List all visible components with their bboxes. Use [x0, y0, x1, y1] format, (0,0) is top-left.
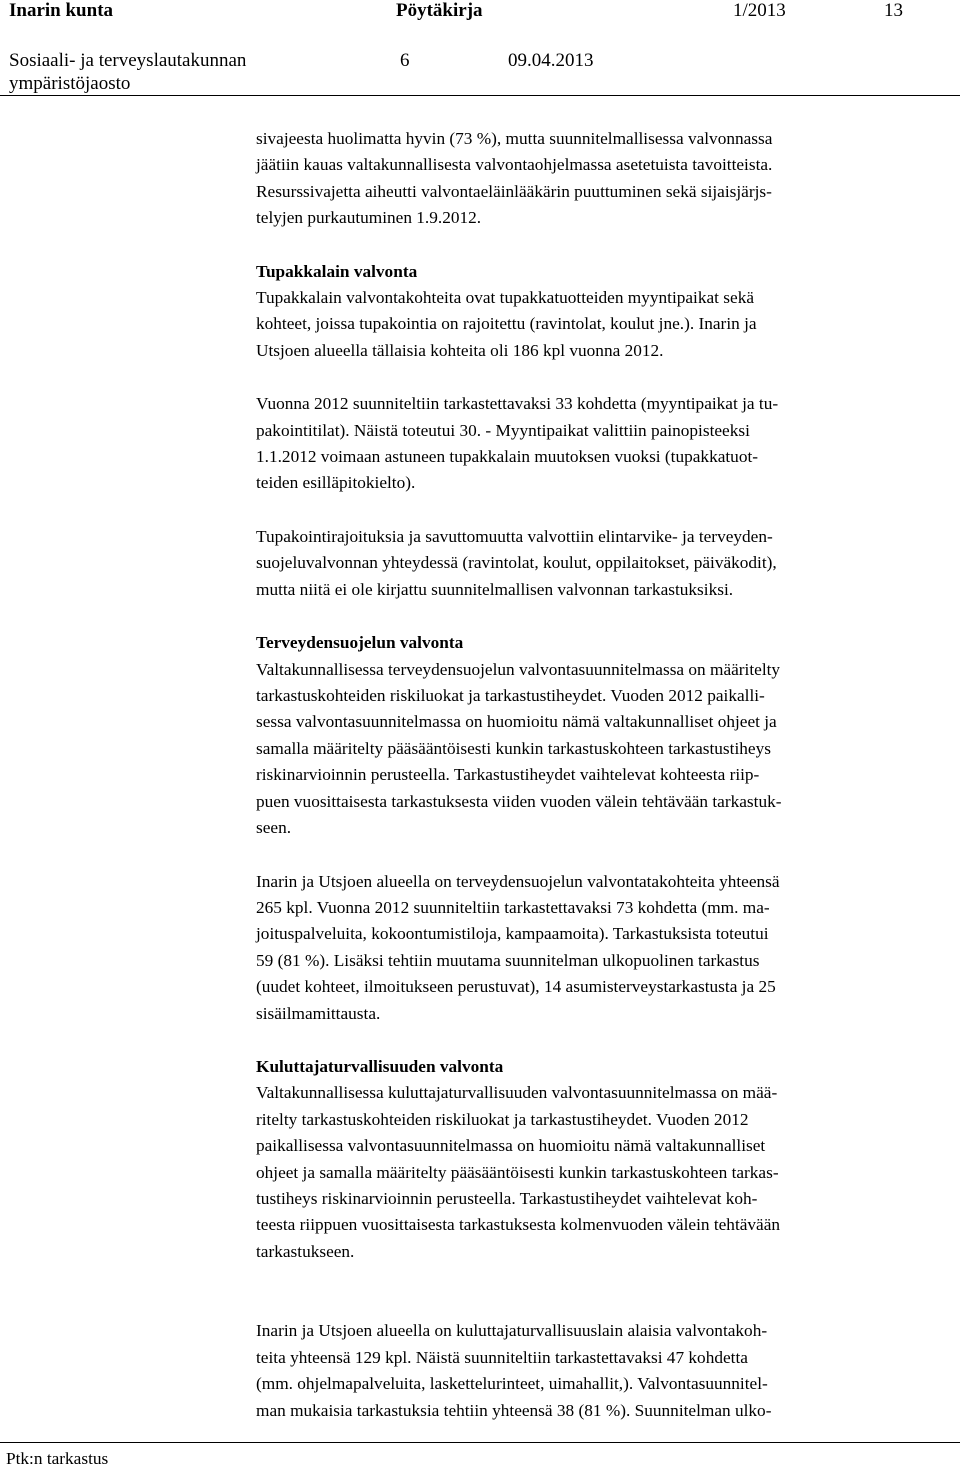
- committee-name-line1: Sosiaali- ja terveyslautakunnan: [9, 50, 247, 71]
- paragraph-line: Valtakunnallisessa terveydensuojelun valvontasuunnitelmassa on määritelty: [256, 660, 781, 679]
- paragraph-line: Inarin ja Utsjoen alueella on kuluttajaturvallisuuslain alaisia valvontakoh-: [256, 1321, 768, 1340]
- paragraph-line: Tupakkalain valvontakohteita ovat tupakkatuotteiden myyntipaikat sekä: [256, 288, 755, 307]
- paragraph-line: tustiheys riskinarvioinnin perusteella. Tarkastustiheydet vaihtelevat koh-: [256, 1189, 758, 1208]
- paragraph-line: man mukaisia tarkastuksia tehtiin yhteensä 38 (81 %). Suunnitelman ulko-: [256, 1401, 772, 1420]
- paragraph-line: tarkastuskohteiden riskiluokat ja tarkastustiheydet. Vuoden 2012 paikalli-: [256, 686, 765, 705]
- paragraph-line: seen.: [256, 818, 292, 837]
- paragraph-line: tarkastukseen.: [256, 1242, 355, 1261]
- paragraph-line: Inarin ja Utsjoen alueella on terveydensuojelun valvontatakohteita yhteensä: [256, 872, 780, 891]
- section-number: 6: [400, 50, 410, 71]
- meeting-date: 09.04.2013: [508, 50, 594, 71]
- document-number: 1/2013: [733, 0, 786, 21]
- paragraph-line: joituspalveluita, kokoontumistiloja, kampaamoita). Tarkastuksista toteutui: [256, 924, 769, 943]
- paragraph-line: pakointitilat). Näistä toteutui 30. - Myyntipaikat valittiin painopisteeksi: [256, 421, 750, 440]
- intro-line: sivajeesta huolimatta hyvin (73 %), mutta suunnitelmallisessa valvonnassa: [256, 129, 773, 148]
- paragraph-line: teiden esilläpitokielto).: [256, 473, 416, 492]
- paragraph-line: (mm. ohjelmapalveluita, laskettelurinteet, uimahallit,). Valvontasuunnitel-: [256, 1374, 768, 1393]
- section-heading-consumer-safety: Kuluttajaturvallisuuden valvonta: [256, 1057, 504, 1076]
- paragraph-line: suojeluvalvonnan yhteydessä (ravintolat, koulut, oppilaitokset, päiväkodit),: [256, 553, 777, 572]
- paragraph-line: Utsjoen alueella tällaisia kohteita oli 186 kpl vuonna 2012.: [256, 341, 664, 360]
- paragraph-line: riskinarvioinnin perusteella. Tarkastustiheydet vaihtelevat kohteesta riip-: [256, 765, 760, 784]
- municipality-name: Inarin kunta: [9, 0, 114, 21]
- paragraph-line: teita yhteensä 129 kpl. Näistä suunniteltiin tarkastettavaksi 47 kohdetta: [256, 1348, 748, 1367]
- paragraph-line: (uudet kohteet, ilmoitukseen perustuvat), 14 asumisterveystarkastusta ja 25: [256, 977, 776, 996]
- section-heading-tobacco: Tupakkalain valvonta: [256, 262, 418, 281]
- paragraph-line: samalla määritelty pääsääntöisesti kunkin tarkastuskohteen tarkastustiheys: [256, 739, 771, 758]
- paragraph-line: puen vuosittaisesta tarkastuksesta viiden vuoden välein tehtävään tarkastuk-: [256, 792, 782, 811]
- paragraph-line: Tupakointirajoituksia ja savuttomuutta valvottiin elintarvike- ja terveyden-: [256, 527, 773, 546]
- document-type: Pöytäkirja: [396, 0, 483, 21]
- paragraph-line: kohteet, joissa tupakointia on rajoitettu (ravintolat, koulut jne.). Inarin ja: [256, 314, 757, 333]
- paragraph-line: ritelty tarkastuskohteiden riskiluokat ja tarkastustiheydet. Vuoden 2012: [256, 1110, 749, 1129]
- paragraph-line: ohjeet ja samalla määritelty pääsääntöisesti kunkin tarkastuskohteen tarkas-: [256, 1163, 779, 1182]
- intro-line: telyjen purkautuminen 1.9.2012.: [256, 208, 482, 227]
- paragraph-line: mutta niitä ei ole kirjattu suunnitelmallisen valvonnan tarkastuksiksi.: [256, 580, 734, 599]
- minutes-review-label: Ptk:n tarkastus: [6, 1449, 109, 1468]
- footer-divider: [0, 1442, 960, 1443]
- page-number: 13: [884, 0, 903, 21]
- intro-line: jäätiin kauas valtakunnallisesta valvontaohjelmassa asetetuista tavoitteista.: [256, 155, 773, 174]
- paragraph-line: 1.1.2012 voimaan astuneen tupakkalain muutoksen vuoksi (tupakkatuot-: [256, 447, 759, 466]
- paragraph-line: sisäilmamittausta.: [256, 1004, 381, 1023]
- paragraph-line: 59 (81 %). Lisäksi tehtiin muutama suunnitelman ulkopuolinen tarkastus: [256, 951, 760, 970]
- paragraph-line: sessa valvontasuunnitelmassa on huomioitu nämä valtakunnalliset ohjeet ja: [256, 712, 777, 731]
- paragraph-line: Vuonna 2012 suunniteltiin tarkastettavaksi 33 kohdetta (myyntipaikat ja tu-: [256, 394, 779, 413]
- document-body: [256, 0, 956, 1440]
- paragraph-line: paikallisessa valvontasuunnitelmassa on huomioitu nämä valtakunnalliset: [256, 1136, 766, 1155]
- section-heading-health: Terveydensuojelun valvonta: [256, 633, 464, 652]
- paragraph-line: teesta riippuen vuosittaisesta tarkastuksesta kolmenvuoden välein tehtävään: [256, 1215, 781, 1234]
- paragraph-line: 265 kpl. Vuonna 2012 suunniteltiin tarkastettavaksi 73 kohdetta (mm. ma-: [256, 898, 770, 917]
- intro-line: Resurssivajetta aiheutti valvontaeläinlääkärin puuttuminen sekä sijaisjärjs-: [256, 182, 772, 201]
- committee-name-line2: ympäristöjaosto: [9, 73, 131, 94]
- paragraph-line: Valtakunnallisessa kuluttajaturvallisuuden valvontasuunnitelmassa on mää-: [256, 1083, 778, 1102]
